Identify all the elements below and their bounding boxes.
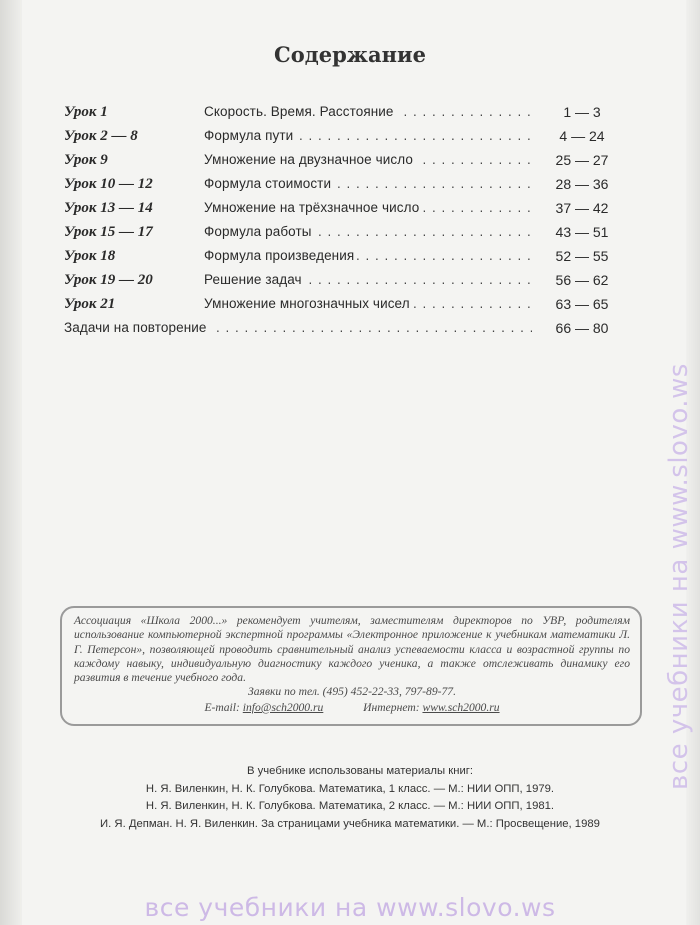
toc-lesson: Урок 13 — 14 xyxy=(64,200,153,216)
page-edge-shadow xyxy=(0,0,22,925)
toc-pages: 43 — 51 xyxy=(555,224,609,240)
toc-topic: Решение задач xyxy=(204,272,305,287)
notice-paragraph: Ассоциация «Школа 2000...» рекомендует учителям, заместителям директоров по УВР, родителям использование компьютерной экспертной программы «Электронное приложение к учебникам математики Л. Г. Петерсон», позволяющей проводить сравнительный анализ успеваемости класса и возрастной группы по каждому навыку, индивидуальную диагностику каждого ученика, а также отслеживать динамику его развития в течение учебного года. xyxy=(74,614,630,685)
toc-row xyxy=(64,100,624,124)
email-link[interactable]: info@sch2000.ru xyxy=(242,700,324,714)
notice-contacts xyxy=(74,701,630,715)
toc-pages: 25 — 27 xyxy=(555,152,609,168)
toc-row-review xyxy=(64,316,624,340)
website-link[interactable]: www.sch2000.ru xyxy=(422,700,500,714)
toc-pages: 1 — 3 xyxy=(563,104,601,120)
watermark-side: все учебники на www.slovo.ws xyxy=(664,363,694,790)
toc-topic: Умножение на трёхзначное число xyxy=(204,200,422,215)
email-label: E-mail: xyxy=(204,700,240,714)
source-item: И. Я. Депман. Н. Я. Виленкин. За страницами учебника математики. — М.: Просвещение, 1989 xyxy=(100,817,600,830)
toc-pages: 4 — 24 xyxy=(559,128,605,144)
sources-list xyxy=(40,763,660,833)
toc-pages: 63 — 65 xyxy=(555,296,609,312)
toc-pages: 52 — 55 xyxy=(555,248,609,264)
association-notice-box xyxy=(60,606,642,726)
watermark-bottom: все учебники на www.slovo.ws xyxy=(144,893,556,922)
toc-topic: Формула работы xyxy=(204,224,315,239)
toc-row xyxy=(64,292,624,316)
toc-lesson: Урок 21 xyxy=(64,296,116,312)
toc-row xyxy=(64,148,624,172)
toc-review-topic: Задачи на повторение xyxy=(64,320,210,335)
toc-row xyxy=(64,220,624,244)
toc-topic: Скорость. Время. Расстояние xyxy=(204,104,397,119)
toc-lesson: Урок 1 xyxy=(64,104,108,120)
notice-phone: Заявки по тел. (495) 452-22-33, 797-89-77. xyxy=(248,685,456,699)
toc-lesson: Урок 19 — 20 xyxy=(64,272,153,288)
toc-topic: Умножение на двузначное число xyxy=(204,152,416,167)
toc-lesson: Урок 15 — 17 xyxy=(64,224,153,240)
source-item: Н. Я. Виленкин, Н. К. Голубкова. Математика, 2 класс. — М.: НИИ ОПП, 1981. xyxy=(145,800,555,812)
table-of-contents xyxy=(64,100,624,340)
internet-label: Интернет: xyxy=(363,700,420,714)
toc-topic: Умножение многозначных чисел xyxy=(204,296,413,311)
toc-topic: Формула пути xyxy=(204,128,296,143)
toc-topic: Формула стоимости xyxy=(204,176,334,191)
toc-row xyxy=(64,124,624,148)
toc-lesson: Урок 9 xyxy=(64,152,108,168)
source-item: Н. Я. Виленкин, Н. К. Голубкова. Математика, 1 класс. — М.: НИИ ОПП, 1979. xyxy=(145,782,555,795)
toc-pages: 28 — 36 xyxy=(555,176,609,192)
toc-row xyxy=(64,196,624,220)
toc-row xyxy=(64,268,624,292)
toc-pages: 37 — 42 xyxy=(555,200,609,216)
page-title: Содержание xyxy=(274,42,426,67)
toc-lesson: Урок 10 — 12 xyxy=(64,176,153,192)
toc-lesson: Урок 2 — 8 xyxy=(64,128,138,144)
toc-topic: Формула произведения xyxy=(204,248,357,263)
toc-pages: 56 — 62 xyxy=(555,272,609,288)
toc-row xyxy=(64,244,624,268)
toc-row xyxy=(64,172,624,196)
toc-lesson: Урок 18 xyxy=(64,248,116,264)
toc-review-pages: 66 — 80 xyxy=(555,320,609,336)
sources-heading: В учебнике использованы материалы книг: xyxy=(246,765,474,777)
